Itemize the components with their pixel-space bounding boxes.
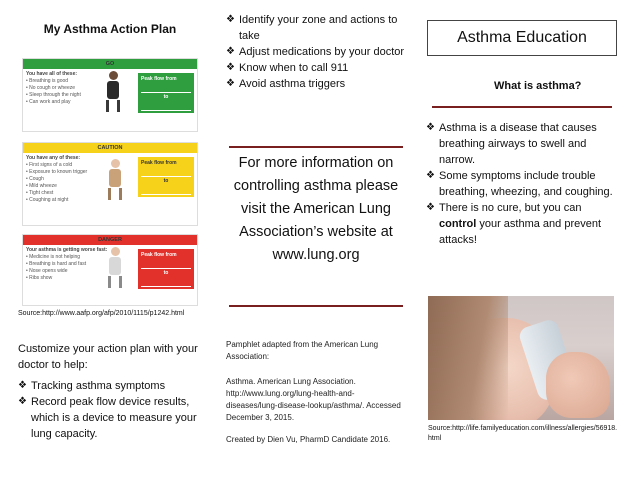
caution-zone-item: • First signs of a cold xyxy=(26,162,73,168)
info-column xyxy=(226,0,406,493)
diamond-bullet-icon: ❖ xyxy=(426,170,435,181)
list-item: ❖ Tracking asthma symptoms xyxy=(18,380,166,392)
plan-actions-list xyxy=(226,12,406,92)
danger-zone-item: • Ribs show xyxy=(26,275,53,281)
list-item: ❖ Know when to call 911 xyxy=(226,62,349,74)
danger-zone xyxy=(22,234,198,306)
caution-zone-item: • Cough xyxy=(26,176,44,182)
divider xyxy=(432,106,612,108)
diamond-bullet-icon: ❖ xyxy=(18,380,27,391)
coughing-child-icon xyxy=(103,159,127,203)
go-zone-lead: You have all of these: xyxy=(26,71,78,77)
action-plan-chart xyxy=(22,58,198,306)
caution-zone-item: • Coughing at night xyxy=(26,197,69,203)
child-inhaler-photo xyxy=(428,296,614,420)
danger-zone-body xyxy=(23,245,197,284)
caution-zone-heading: CAUTION xyxy=(23,143,197,153)
customize-intro: Customize your action plan with your doctor to help: xyxy=(18,343,198,371)
go-peak-flow-to: to xyxy=(163,94,169,100)
diamond-bullet-icon: ❖ xyxy=(426,122,435,133)
struggling-child-icon xyxy=(103,247,127,291)
created-by: Created by Dien Vu, PharmD Candidate 2016. xyxy=(226,435,391,444)
list-item: ❖ Record peak flow device results, which is a device to measure your lung capacity. xyxy=(18,396,197,440)
go-zone-heading: GO xyxy=(23,59,197,69)
asthma-facts-list xyxy=(426,120,618,248)
diamond-bullet-icon: ❖ xyxy=(426,202,435,213)
photo-source: Source:http://life.familyeducation.com/illness/allergies/56918.html xyxy=(428,425,618,442)
caution-zone-lead: You have any of these: xyxy=(26,155,81,161)
section-question: What is asthma? xyxy=(494,80,582,92)
list-item: ❖ Adjust medications by your doctor xyxy=(226,46,405,58)
control-emphasis: control xyxy=(439,218,477,230)
go-zone-body xyxy=(23,69,197,108)
caution-peak-flow-box xyxy=(138,157,194,197)
danger-zone-heading: DANGER xyxy=(23,235,197,245)
danger-peak-flow-to: to xyxy=(163,270,169,276)
danger-zone-item: • Medicine is not helping xyxy=(26,254,81,260)
list-item: ❖ Identify your zone and actions to take xyxy=(226,14,398,42)
action-plan-source: Source:http://www.aafp.org/afp/2010/1115/p1242.html xyxy=(18,310,185,317)
diamond-bullet-icon: ❖ xyxy=(226,62,235,73)
caution-peak-flow-label: Peak flow from xyxy=(141,160,177,166)
divider-top xyxy=(229,146,403,148)
go-zone-item: • No cough or wheeze xyxy=(26,85,76,91)
divider-bottom xyxy=(229,305,403,307)
list-item: ❖ There is no cure, but you can control your asthma and prevent attacks! xyxy=(426,202,602,246)
danger-zone-lead: Your asthma is getting worse fast: xyxy=(26,247,108,253)
danger-peak-flow-box xyxy=(138,249,194,289)
customize-list xyxy=(18,378,202,442)
action-plan-column xyxy=(18,0,202,493)
list-item: ❖ Avoid asthma triggers xyxy=(226,78,346,90)
go-peak-flow-box xyxy=(138,73,194,113)
more-info-text: For more information on controlling asthma please visit the American Lung Association’s website at www.lung.org xyxy=(233,155,399,263)
caution-zone-body xyxy=(23,153,197,206)
go-peak-flow-label: Peak flow from xyxy=(141,76,177,82)
caution-zone-item: • Exposure to known trigger xyxy=(26,169,88,175)
diamond-bullet-icon: ❖ xyxy=(18,396,27,407)
go-zone-item: • Breathing is good xyxy=(26,78,69,84)
running-child-icon xyxy=(101,71,125,115)
brochure-title: Asthma Education xyxy=(427,20,617,56)
diamond-bullet-icon: ❖ xyxy=(226,78,235,89)
danger-zone-item: • Breathing is hard and fast xyxy=(26,261,87,267)
education-column xyxy=(424,0,620,493)
go-zone-item: • Can work and play xyxy=(26,99,71,105)
caution-zone-item: • Mild wheeze xyxy=(26,183,57,189)
go-zone-item: • Sleep through the night xyxy=(26,92,81,98)
caution-zone-item: • Tight chest xyxy=(26,190,54,196)
caution-peak-flow-to: to xyxy=(163,178,169,184)
go-zone xyxy=(22,58,198,132)
diamond-bullet-icon: ❖ xyxy=(226,46,235,57)
danger-peak-flow-label: Peak flow from xyxy=(141,252,177,258)
action-plan-title: My Asthma Action Plan xyxy=(43,22,177,36)
adapted-note: Pamphlet adapted from the American Lung Association: xyxy=(226,340,379,361)
caution-zone xyxy=(22,142,198,226)
danger-zone-item: • Nose opens wide xyxy=(26,268,68,274)
list-item: ❖ Asthma is a disease that causes breathing airways to swell and narrow. xyxy=(426,122,597,166)
list-item: ❖ Some symptoms include trouble breathing, wheezing, and coughing. xyxy=(426,170,613,198)
citation: Asthma. American Lung Association. http://www.lung.org/lung-health-and-diseases/lung-disease-lookup/asthma/. Accessed December 3, 2015. xyxy=(226,377,401,422)
diamond-bullet-icon: ❖ xyxy=(226,14,235,25)
